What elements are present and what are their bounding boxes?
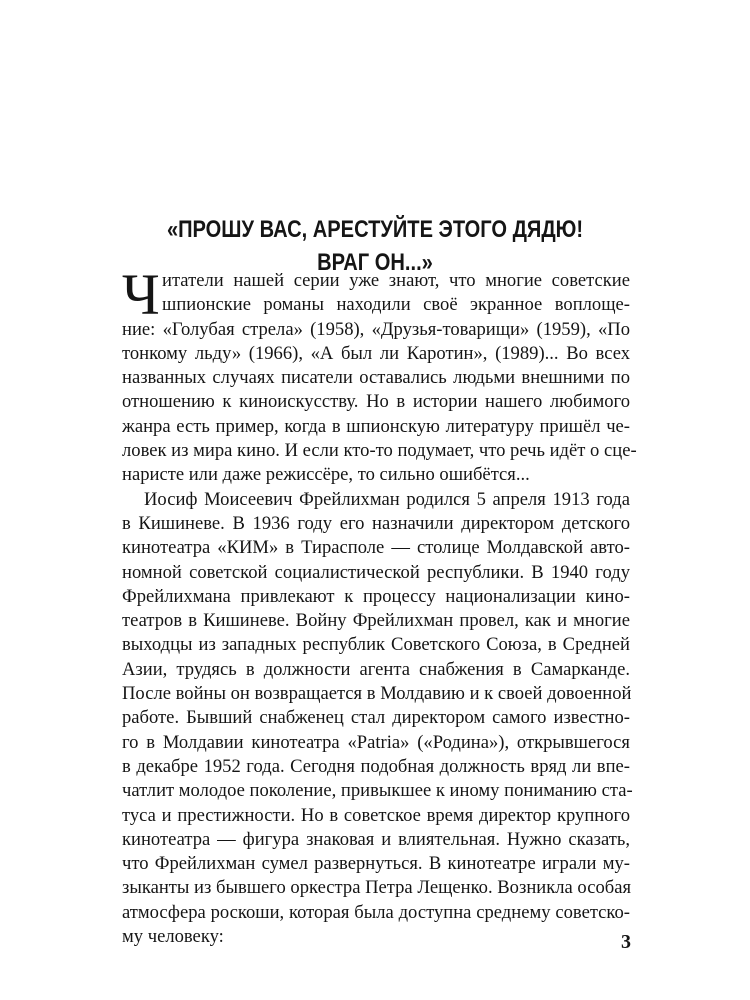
- text-line: ние: «Голубая стрела» (1958), «Друзья-товарищи» (1959), «По: [122, 318, 630, 340]
- text-line: го в Молдавии кинотеатра «Patria» («Родина»), открывшегося: [122, 731, 630, 753]
- text-line: жанра есть пример, когда в шпионскую литературу пришёл че-: [122, 415, 630, 437]
- chapter-heading-line-2: ВРАГ ОН...»: [317, 249, 433, 276]
- text-line: Иосиф Моисеевич Фрейлихман родился 5 апреля 1913 года: [144, 488, 630, 510]
- text-line: туса и престижности. Но в советское время директор крупного: [122, 804, 630, 826]
- text-line: атмосфера роскоши, которая была доступна среднему советско-: [122, 901, 630, 923]
- text-line: итатели нашей серии уже знают, что многие советские: [162, 270, 630, 291]
- text-line: наристе или даже режиссёре, то сильно ошибётся...: [122, 464, 530, 486]
- text-line: что Фрейлихман сумел развернуться. В кинотеатре играли му-: [122, 853, 630, 875]
- drop-cap-letter: Ч: [122, 262, 160, 327]
- text-line: Азии, трудясь в должности агента снабжения в Самарканде.: [122, 658, 630, 680]
- text-line: тонкому льду» (1966), «А был ли Каротин», (1989)... Во всех: [122, 342, 630, 364]
- text-line: номной советской социалистической республики. В 1940 году: [122, 561, 630, 583]
- text-line: зыканты из бывшего оркестра Петра Лещенко. Возникла особая: [122, 877, 632, 899]
- text-line: в декабре 1952 года. Сегодня подобная должность вряд ли впе-: [122, 755, 630, 777]
- text-line: му человеку:: [122, 926, 224, 948]
- text-line: шпионские романы находили своё экранное воплоще-: [162, 294, 630, 316]
- text-line: кинотеатра «КИМ» в Тирасполе — столице Молдавской авто-: [122, 537, 630, 559]
- text-line: кинотеатра — фигура знаковая и влиятельная. Нужно сказать,: [122, 828, 630, 850]
- text-line: работе. Бывший снабженец стал директором самого известно-: [122, 707, 630, 729]
- text-line: После войны он возвращается в Молдавию и к своей довоенной: [122, 683, 632, 705]
- text-line: названных случаях писатели оставались людьми внешними по: [122, 367, 630, 389]
- text-line: отношению к киноискусству. Но в истории нашего любимого: [122, 391, 630, 413]
- text-line: ловек из мира кино. И если кто-то подумает, что речь идёт о сце-: [122, 440, 637, 462]
- paragraph-2: [122, 488, 633, 950]
- chapter-heading-line-1: «ПРОШУ ВАС, АРЕСТУЙТЕ ЭТОГО ДЯДЮ!: [166, 216, 584, 243]
- text-line: Фрейлихмана привлекают к процессу национализации кино-: [122, 585, 630, 607]
- page-number: 3: [621, 931, 631, 953]
- text-line: театров в Кишиневе. Войну Фрейлихман провел, как и многие: [122, 610, 630, 632]
- text-line: выходцы из западных республик Советского Союза, в Средней: [122, 634, 630, 656]
- text-line: чатлит молодое поколение, привыкшее к иному пониманию ста-: [122, 780, 633, 802]
- text-line: в Кишиневе. В 1936 году его назначили директором детского: [122, 512, 630, 534]
